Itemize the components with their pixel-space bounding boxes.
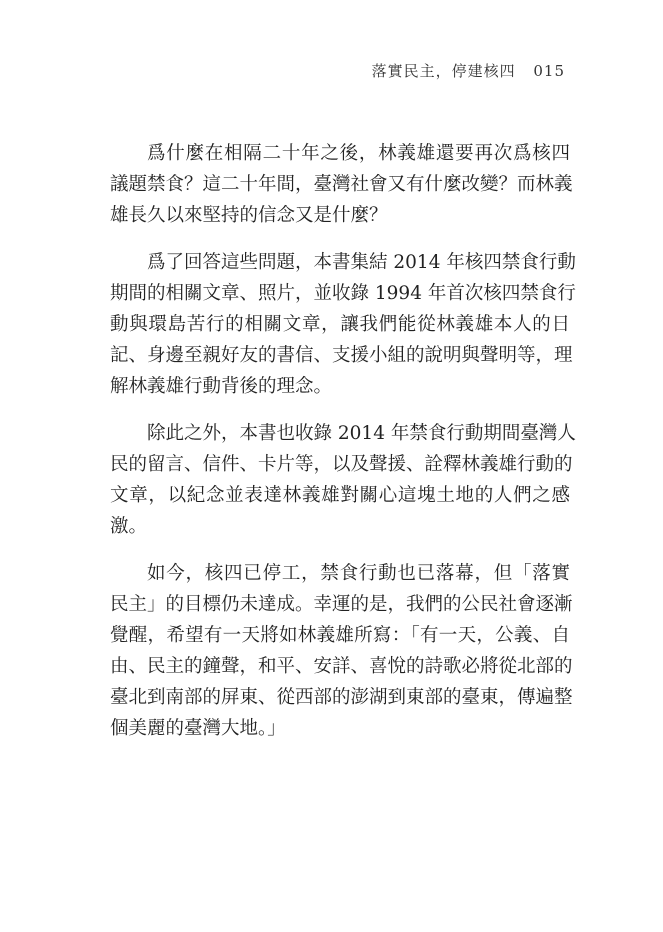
text-line: 民主」的目標仍未達成。幸運的是，我們的公民社會逐漸 — [110, 594, 573, 615]
running-header-title: 落實民主，停建核四 — [371, 62, 516, 80]
text-line: 爲什麼在相隔二十年之後，林義雄還要再次爲核四 — [147, 143, 570, 164]
text-line: 如今，核四已停工，禁食行動也已落幕，但「落實 — [147, 563, 570, 584]
paragraph — [110, 247, 576, 402]
text-line: 議題禁食？這二十年間，臺灣社會又有什麼改變？而林義 — [110, 174, 573, 195]
paragraph — [110, 138, 573, 231]
text-line: 解林義雄行動背後的理念。 — [110, 376, 333, 397]
running-header — [372, 60, 565, 81]
text-line: 民的留言、信件、卡片等，以及聲援、詮釋林義雄行動的 — [110, 454, 573, 475]
text-line: 由、民主的鐘聲，和平、安詳、喜悅的詩歌必將從北部的 — [110, 656, 573, 677]
text-line: 期間的相關文章、照片，並收錄 1994 年首次核四禁食行 — [110, 283, 576, 304]
text-line: 記、身邊至親好友的書信、支援小組的說明與聲明等，理 — [110, 345, 573, 366]
text-line: 文章，以紀念並表達林義雄對關心這塊土地的人們之感 — [110, 485, 570, 506]
text-line: 臺北到南部的屏東、從西部的澎湖到東部的臺東，傳遍整 — [110, 687, 573, 708]
text-line: 動與環島苦行的相關文章，讓我們能從林義雄本人的日 — [110, 314, 570, 335]
text-line: 覺醒，希望有一天將如林義雄所寫：「有一天，公義、自 — [110, 625, 570, 646]
text-line: 除此之外，本書也收錄 2014 年禁食行動期間臺灣人 — [147, 423, 576, 444]
text-line: 激。 — [110, 516, 148, 537]
paragraph — [110, 558, 573, 744]
text-line: 雄長久以來堅持的信念又是什麼？ — [110, 205, 388, 226]
paragraph — [110, 418, 576, 542]
text-line: 個美麗的臺灣大地。」 — [110, 718, 286, 739]
text-line: 爲了回答這些問題，本書集結 2014 年核四禁食行動 — [147, 252, 576, 273]
body-text — [110, 138, 576, 760]
page-number: 015 — [533, 62, 565, 80]
